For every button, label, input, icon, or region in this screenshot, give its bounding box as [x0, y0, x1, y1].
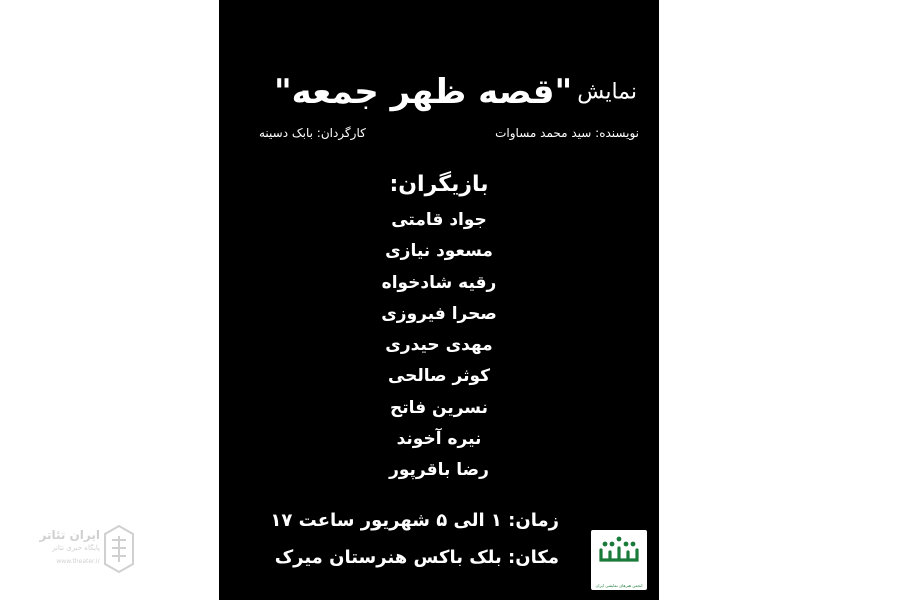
poster	[219, 0, 659, 600]
director-credit: کارگردان: بابک دسینه	[259, 126, 366, 140]
watermark-url: www.theater.ir	[56, 558, 100, 565]
cast-header: بازیگران:	[389, 172, 489, 197]
theater-association-logo	[591, 530, 647, 590]
title-prefix: نمایش	[577, 79, 637, 105]
theater-association-logo-icon	[591, 530, 647, 576]
cast-member: کوثر صالحی	[387, 366, 491, 387]
cast-member: رضا باقرپور	[389, 460, 489, 481]
watermark-subtitle: پایگاه خبری تئاتر	[52, 544, 100, 552]
iran-theater-watermark	[20, 520, 138, 578]
cast-member: صحرا فیروزی	[381, 303, 497, 324]
cast-list	[219, 205, 659, 487]
play-title: "قصه ظهر جمعه"	[273, 72, 573, 112]
cast-member: نیره آخوند	[396, 429, 482, 450]
writer-credit: نویسنده: سید محمد مساوات	[495, 126, 639, 140]
org-logo-caption: انجمن هنرهای نمایشی ایران	[595, 583, 643, 588]
watermark-title: ایران تئاتر	[39, 528, 100, 542]
cast-member: مهدی حیدری	[385, 335, 493, 356]
cast-member: رقیه شادخواه	[381, 272, 497, 293]
iran-theater-emblem-icon	[102, 524, 136, 574]
cast-member: نسرین فاتح	[389, 397, 488, 418]
cast-member: مسعود نیازی	[385, 241, 493, 262]
cast-member: جواد قامتی	[391, 210, 487, 230]
performance-time: زمان: ۱ الی ۵ شهریور ساعت ۱۷	[270, 510, 559, 531]
performance-venue: مکان: بلک باکس هنرستان میرک	[274, 547, 559, 568]
play-title-row	[237, 72, 637, 112]
